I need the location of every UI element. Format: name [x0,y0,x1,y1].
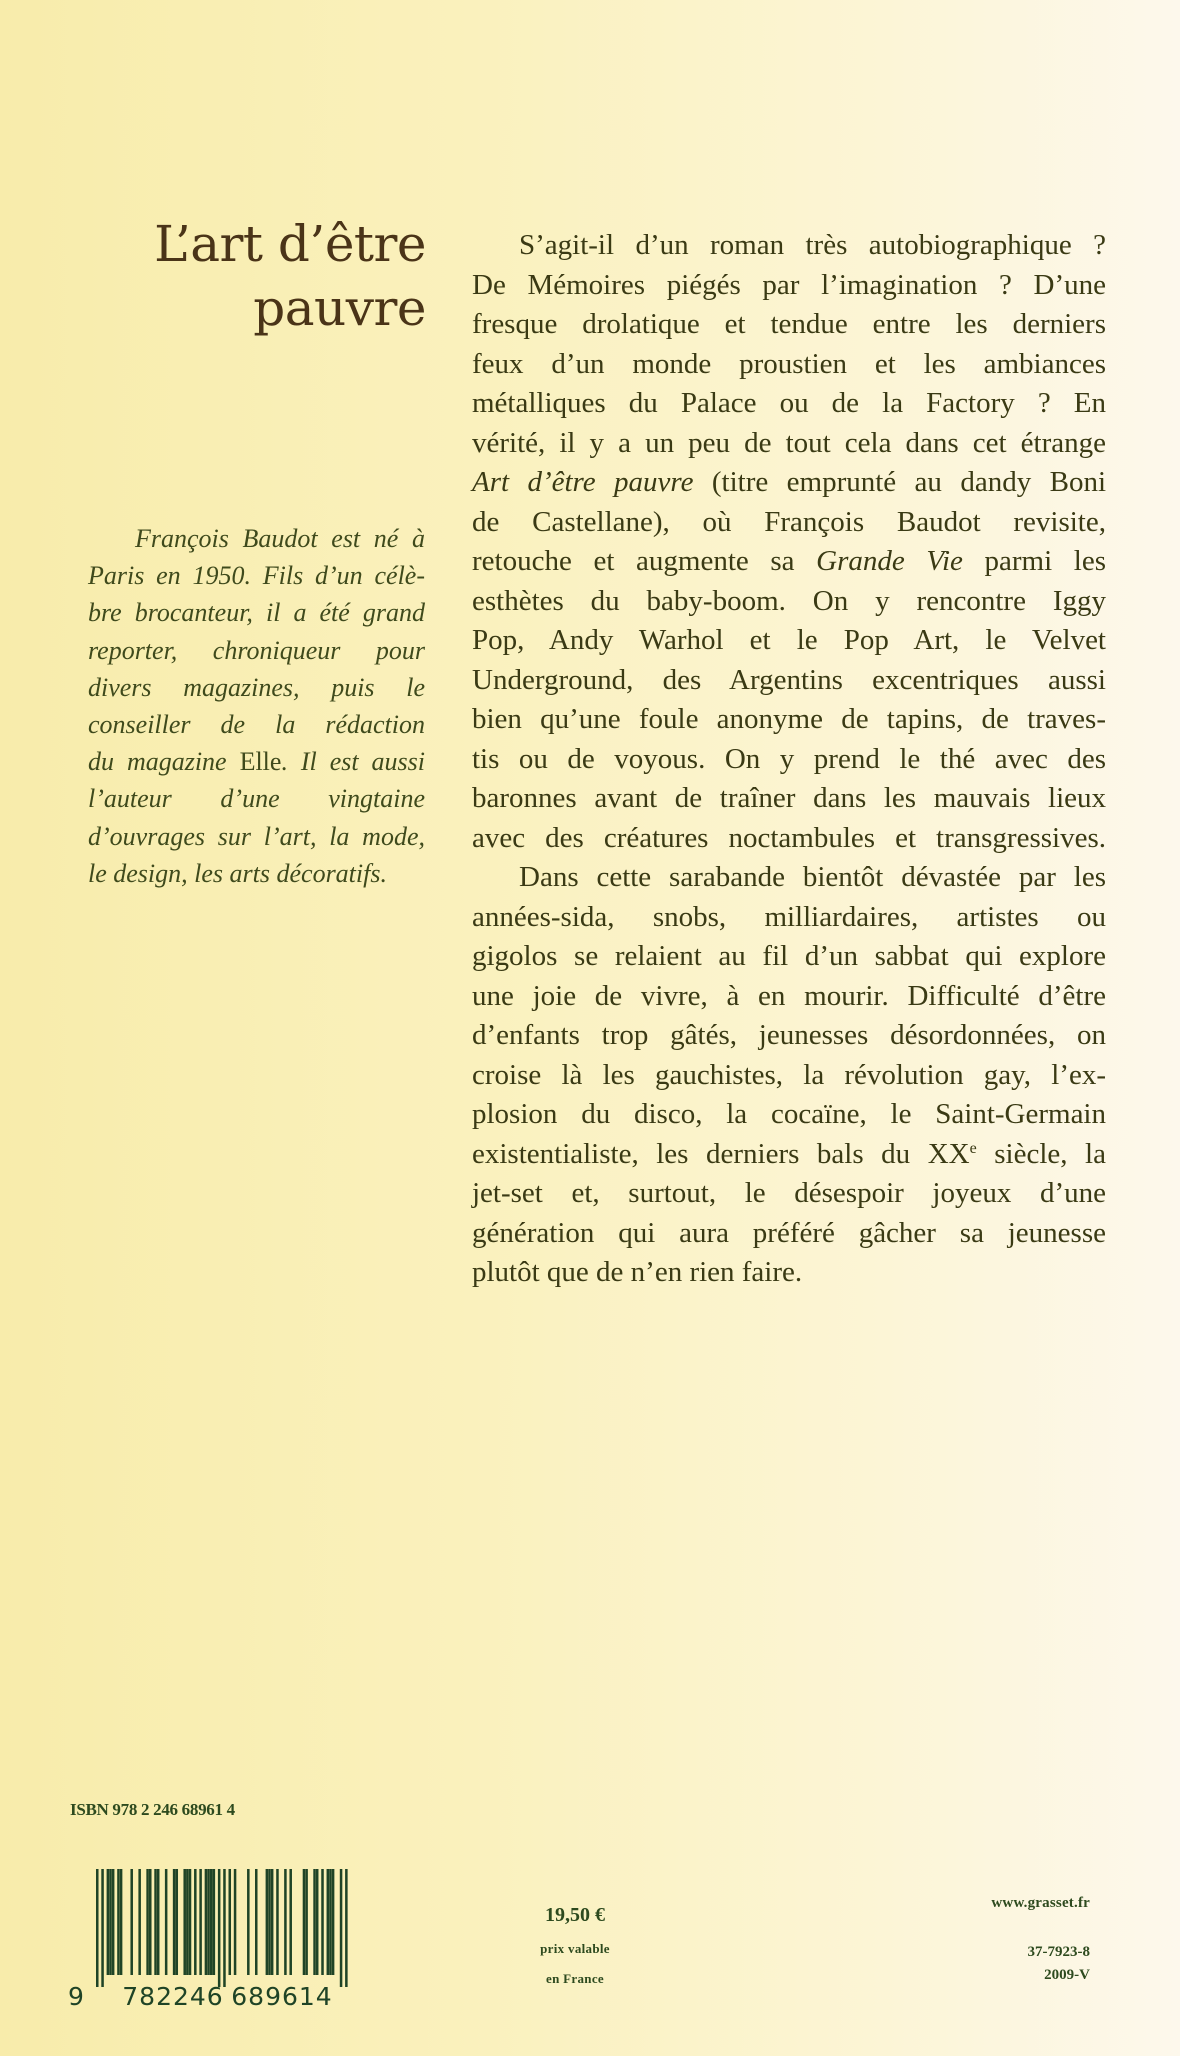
bio-line: d’ouvrages sur l’art, la mode, [88,821,425,851]
blurb-fragment: parmi les [962,545,1106,577]
price: 19,50 € [545,1904,605,1926]
bio-line: reporter, chroniqueur pour [88,635,425,665]
price-note: prix valable [540,1941,610,1956]
barcode-bar [213,1869,216,1975]
grande-vie-italic: Grande Vie [816,545,963,577]
barcode-bar [149,1869,152,1975]
blurb-line: S’agit-il d’un roman très autobiographique ? [519,229,1106,261]
barcode-bar [247,1869,250,1975]
barcode-bars [96,1869,348,1987]
bio-line: divers magazines, puis le [88,672,425,702]
barcode-bar [266,1869,269,1975]
blurb-paragraph-2 [472,858,1106,1293]
barcode-bar [96,1869,99,1987]
bio-line: bre brocanteur, il a été grand [88,598,425,628]
blurb-line: tis ou de voyous. On y prend le thé avec des [472,742,1106,775]
barcode-bar [340,1869,343,1987]
barcode-bar [165,1869,168,1975]
barcode-bar [112,1869,115,1975]
blurb-line-mixed [472,463,1106,503]
barcode-bar [207,1869,210,1975]
barcode-bar [176,1869,179,1975]
blurb-line: une joie de vivre, à en mourir. Difficulté d’être [472,979,1106,1012]
isbn-text: ISBN 978 2 246 68961 4 [70,1800,235,1819]
barcode-bar [316,1869,319,1975]
blurb-line: métalliques du Palace ou de la Factory ? En [472,387,1106,419]
barcode-bar [138,1869,141,1975]
bio-line-mixed [88,743,425,780]
blurb-line-mixed [472,542,1106,582]
bio-fragment: . Il est aussi [281,747,425,777]
blurb-line: plosion du disco, la cocaïne, le Saint-Germain [472,1098,1106,1130]
barcode-bar [146,1869,149,1975]
barcode-bar [189,1869,192,1975]
book-title [120,212,426,340]
blurb-line: gigolos se relaient au fil d’un sabbat qui explore [472,940,1106,972]
bio-line: François Baudot est né à [135,524,425,553]
barcode-bar [183,1869,186,1975]
barcode-bar [199,1869,202,1975]
barcode-bar [120,1869,123,1975]
barcode-bar [276,1869,279,1975]
barcode-bar [289,1869,292,1975]
barcode-bar [157,1869,160,1975]
barcode-digit-first: 9 [68,1982,84,2011]
publisher-code: 37-7923-8 [1027,1944,1090,1960]
blurb-fragment: siècle, la [976,1137,1106,1170]
blurb-line: de Castellane), où François Baudot revisite, [472,505,1106,538]
edition-code: 2009-V [1044,1967,1090,1983]
barcode-bar [229,1869,232,1975]
barcode-bar [107,1869,110,1975]
barcode-bar [173,1869,176,1975]
title-line-2: pauvre [253,279,426,337]
barcode-bar [117,1869,120,1975]
barcode-bar [186,1869,189,1975]
barcode-bar [284,1869,287,1975]
blurb-line: De Mémoires piégés par l’imagination ? D’une [472,268,1106,301]
back-cover-blurb [472,226,1106,1293]
barcode-bar [332,1869,335,1975]
barcode-bar [205,1869,208,1975]
blurb-fragment: existentialiste, les derniers bals du XX [472,1137,970,1170]
barcode-bar [109,1869,112,1975]
bio-fragment: du magazine [88,747,227,777]
barcode-bar [268,1869,271,1975]
blurb-line: feux d’un monde proustien et les ambiances [472,347,1106,380]
blurb-line: croise là les gauchistes, la révolution gay, l’ex- [472,1058,1106,1091]
barcode-bar [329,1869,332,1975]
blurb-line: jet-set et, surtout, le désespoir joyeux d’une [472,1177,1106,1209]
barcode-bar [130,1869,133,1975]
blurb-paragraph-1 [472,226,1106,858]
barcode-bar [255,1869,258,1975]
barcode-bar [271,1869,274,1975]
blurb-fragment: (titre emprunté au dandy Boni [693,466,1106,498]
blurb-line: vérité, il y a un peu de tout cela dans cet étrange [472,426,1106,459]
blurb-fragment: retouche et augmente sa [472,545,817,577]
barcode-digits-left: 782246 [122,1982,224,2011]
barcode-bar [345,1869,348,1987]
book-title-italic: Art d’être pauvre [472,466,694,498]
barcode-bar [194,1869,197,1975]
blurb-line: baronnes avant de traîner dans les mauvais lieux [472,782,1106,814]
blurb-line-mixed [472,1135,1106,1175]
magazine-name: Elle [239,747,282,777]
ean13-barcode [62,1865,362,2015]
author-bio [88,520,425,892]
bio-line: conseiller de la rédaction [88,710,425,740]
barcode-digits-right: 689614 [231,1982,333,2011]
bio-line: Paris en 1950. Fils d’un célè- [88,561,425,591]
superscript-e: e [969,1139,977,1157]
price-note: en France [546,1971,604,1986]
bio-line: le design, les arts décoratifs. [88,858,387,888]
barcode-bar [223,1869,226,1987]
barcode-bar [305,1869,308,1975]
blurb-line: avec des créatures noctambules et transgressives. [472,821,1106,854]
blurb-line: Pop, Andy Warhol et le Pop Art, le Velvet [472,624,1106,656]
barcode-bar [101,1869,104,1987]
bio-line: l’auteur d’une vingtaine [88,784,425,814]
blurb-line: génération qui aura préféré gâcher sa jeunesse [472,1216,1106,1249]
blurb-line: Dans cette sarabande bientôt dévastée par les [519,861,1106,893]
blurb-line: esthètes du baby-boom. On y rencontre Iggy [472,584,1106,617]
barcode-bar [218,1869,221,1987]
barcode-bar [303,1869,306,1975]
barcode-bar [327,1869,330,1975]
blurb-line: Underground, des Argentins excentriques aussi [472,663,1106,696]
blurb-line: années-sida, snobs, milliardaires, artistes ou [472,900,1106,933]
blurb-line: fresque drolatique et tendue entre les derniers [472,308,1106,340]
publisher-block [991,1895,1090,1984]
blurb-line: plutôt que de n’en rien faire. [472,1256,803,1288]
blurb-line: d’enfants trop gâtés, jeunesses désordonnées, on [472,1019,1106,1051]
barcode-bar [210,1869,213,1975]
price-block [500,1904,650,1987]
barcode-bar [313,1869,316,1975]
barcode-bar [234,1869,237,1975]
barcode-bar [154,1869,157,1975]
barcode-bar [321,1869,324,1975]
blurb-line: bien qu’une foule anonyme de tapins, de traves- [472,703,1106,735]
title-line-1: L’art d’être [154,215,426,273]
publisher-website: www.grasset.fr [991,1895,1090,1911]
